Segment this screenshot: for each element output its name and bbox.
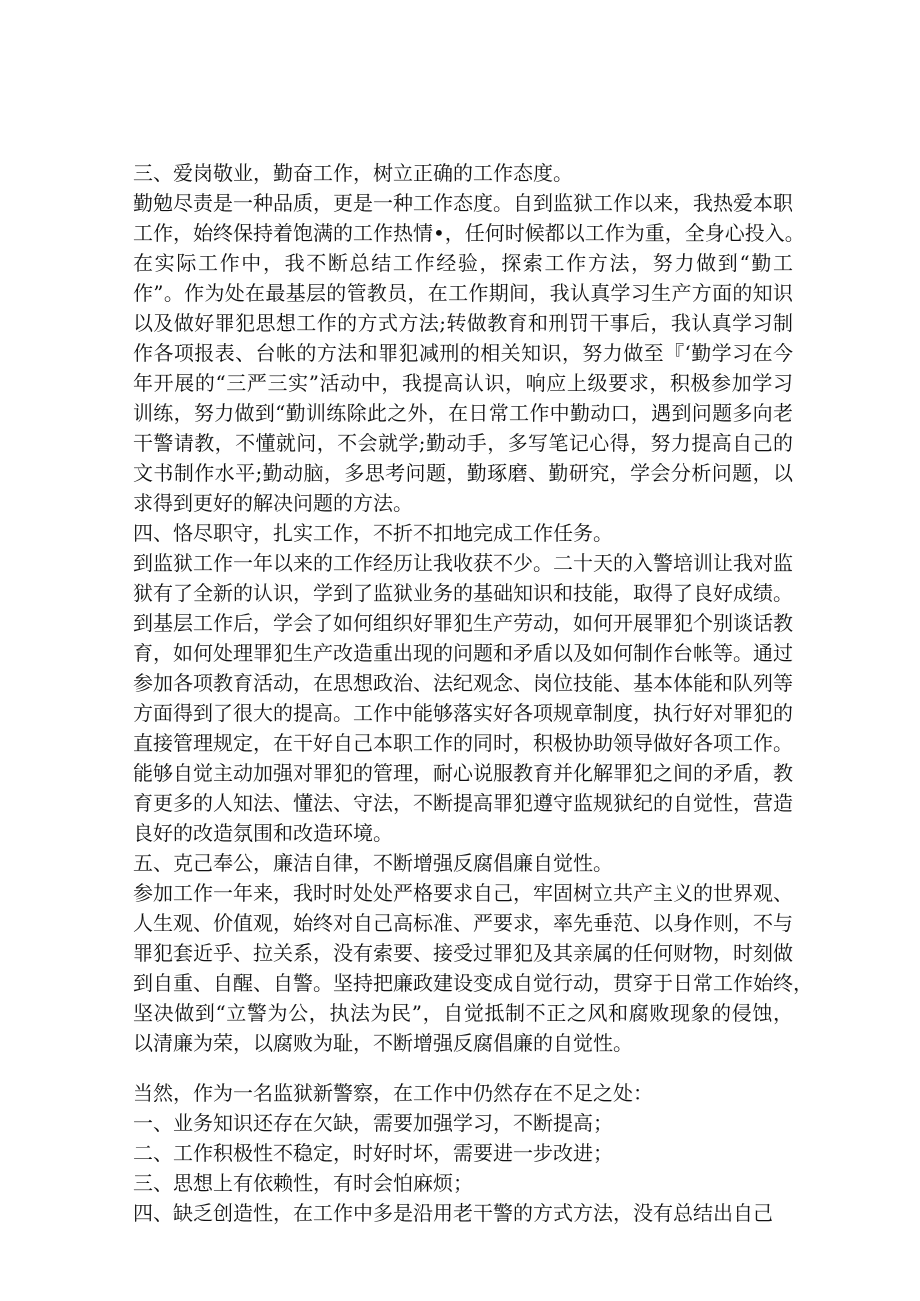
shortcomings-intro: 当然，作为一名监狱新警察，在工作中仍然存在不足之处： [133,1081,653,1105]
paragraph-line: 狱有了全新的认识，学到了监狱业务的基础知识和技能，取得了良好成绩。 [133,581,793,605]
paragraph-line: 参加各项教育活动，在思想政治、法纪观念、岗位技能、基本体能和队列等 [133,671,793,695]
paragraph-line: 勤勉尽责是一种品质，更是一种工作态度。自到监狱工作以来，我热爱本职 [133,191,793,215]
paragraph-line: 到自重、自醒、自警。坚持把廉政建设变成自觉行动，贯穿于日常工作始终， [133,971,813,995]
section-3-heading: 三、爱岗敬业，勤奋工作，树立正确的工作态度。 [133,161,573,185]
paragraph-line: 方面得到了很大的提高。工作中能够落实好各项规章制度，执行好对罪犯的 [133,701,793,725]
paragraph-line: 在实际工作中，我不断总结工作经验，探索工作方法，努力做到“勤工 [133,251,793,275]
paragraph-line: 良好的改造氛围和改造环境。 [133,821,393,845]
paragraph-line: 作”。作为处在最基层的管教员，在工作期间，我认真学习生产方面的知识 [133,281,793,305]
paragraph-line: 工作，始终保持着饱满的工作热情•，任何时候都以工作为重，全身心投入。 [133,221,805,245]
paragraph-gap [133,1058,793,1078]
paragraph-line: 作各项报表、台帐的方法和罪犯减刑的相关知识，努力做至『‘勤学习在今 [133,341,793,365]
paragraph-line: 求得到更好的解决问题的方法。 [133,491,413,515]
shortcomings-list [133,1108,793,1228]
paragraph-line: 罪犯套近乎、拉关系，没有索要、接受过罪犯及其亲属的任何财物，时刻做 [133,941,793,965]
paragraph-line: 文书制作水平;勤动脑，多思考问题，勤琢磨、勤研究，学会分析问题，以 [133,461,793,485]
paragraph-line: 训练，努力做到“勤训练除此之外，在日常工作中勤动口，遇到问题多向老 [133,401,793,425]
paragraph-line: 干警请教，不懂就问，不会就学;勤动手，多写笔记心得，努力提高自己的 [133,431,793,455]
paragraph-line: 人生观、价值观，始终对自己高标准、严要求，率先垂范、以身作则，不与 [133,911,793,935]
paragraph-line: 到监狱工作一年以来的工作经历让我收获不少。二十天的入警培训让我对监 [133,551,793,575]
paragraph-line: 以及做好罪犯思想工作的方式方法;转做教育和刑罚干事后，我认真学习制 [133,311,793,335]
paragraph-line: 年开展的“三严三实”活动中，我提高认识，响应上级要求，积极参加学习 [133,371,793,395]
paragraph-line: 育，如何处理罪犯生产改造重出现的问题和矛盾以及如何制作台帐等。通过 [133,641,793,665]
section-5-heading: 五、克己奉公，廉洁自律，不断增强反腐倡廉自觉性。 [133,851,613,875]
section-3-body [133,188,805,518]
paragraph-line: 直接管理规定，在干好自己本职工作的同时，积极协助领导做好各项工作。 [133,731,793,755]
paragraph-line: 以清廉为荣，以腐败为耻，不断增强反腐倡廉的自觉性。 [133,1031,633,1055]
section-4-body [133,548,793,848]
section-5-body [133,878,813,1058]
paragraph-line: 能够自觉主动加强对罪犯的管理，耐心说服教育并化解罪犯之间的矛盾，教 [133,761,793,785]
paragraph-line: 参加工作一年来，我时时处处严格要求自己，牢固树立共产主义的世界观、 [133,881,793,905]
shortcoming-item: 二、工作积极性不稳定，时好时坏，需要进一步改进； [133,1141,613,1165]
paragraph-line: 育更多的人知法、懂法、守法，不断提高罪犯遵守监规狱纪的自觉性，营造 [133,791,793,815]
shortcoming-item: 一、业务知识还存在欠缺，需要加强学习，不断提高； [133,1111,613,1135]
shortcoming-item: 三、思想上有依赖性，有时会怕麻烦； [133,1171,473,1195]
section-4-heading: 四、恪尽职守，扎实工作，不折不扣地完成工作任务。 [133,521,613,545]
document-page [133,158,813,1228]
paragraph-line: 坚决做到“立警为公，执法为民”，自觉抵制不正之风和腐败现象的侵蚀， [133,1001,793,1025]
paragraph-line: 到基层工作后，学会了如何组织好罪犯生产劳动，如何开展罪犯个别谈话教 [133,611,793,635]
shortcoming-item: 四、缺乏创造性，在工作中多是沿用老干警的方式方法，没有总结出自己 [133,1201,773,1225]
